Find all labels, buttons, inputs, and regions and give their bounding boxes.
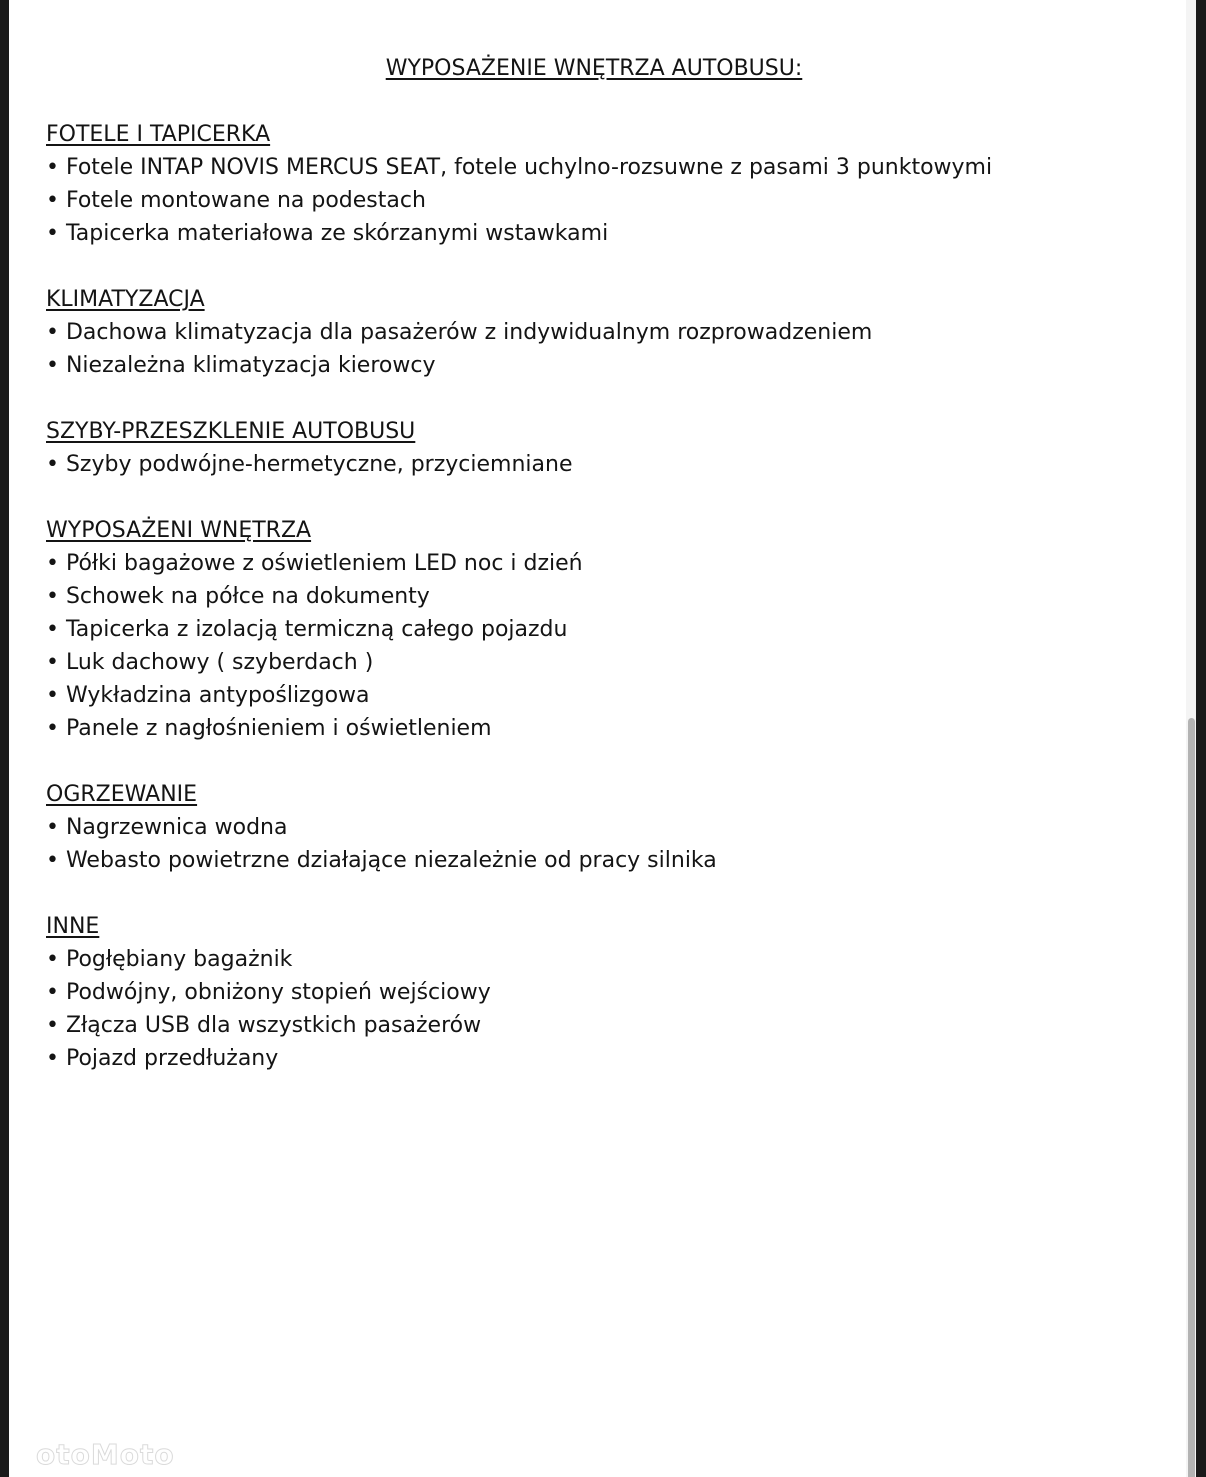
section-inne: [46, 910, 1176, 1075]
list-item: • Fotele INTAP NOVIS MERCUS SEAT, fotele uchylno-rozsuwne z pasami 3 punktowymi: [46, 155, 993, 180]
list-item: • Luk dachowy ( szyberdach ): [46, 650, 374, 675]
list-item: • Tapicerka z izolacją termiczną całego pojazdu: [46, 617, 568, 642]
list-item: • Pogłębiany bagażnik: [46, 947, 293, 972]
section-heading: FOTELE I TAPICERKA: [46, 122, 271, 147]
list-item: • Panele z nagłośnieniem i oświetleniem: [46, 716, 492, 741]
list-item: • Wykładzina antypoślizgowa: [46, 683, 370, 708]
section-szyby: [46, 415, 1176, 481]
section-heading: INNE: [46, 914, 100, 939]
section-klimatyzacja: [46, 283, 1176, 382]
left-frame-border: [0, 0, 9, 1477]
list-item: • Tapicerka materiałowa ze skórzanymi wstawkami: [46, 221, 609, 246]
scrollbar-thumb[interactable]: [1188, 718, 1195, 1477]
section-fotele: [46, 118, 1176, 250]
list-item: • Nagrzewnica wodna: [46, 815, 288, 840]
list-item: • Półki bagażowe z oświetleniem LED noc i dzień: [46, 551, 583, 576]
section-heading: KLIMATYZACJA: [46, 287, 205, 312]
list-item: • Szyby podwójne-hermetyczne, przyciemniane: [46, 452, 573, 477]
document-body: [46, 52, 1176, 1108]
list-item: • Dachowa klimatyzacja dla pasażerów z indywidualnym rozprowadzeniem: [46, 320, 873, 345]
section-ogrzewanie: [46, 778, 1176, 877]
list-item: • Podwójny, obniżony stopień wejściowy: [46, 980, 491, 1005]
right-frame-border: [1196, 0, 1206, 1477]
list-item: • Złącza USB dla wszystkich pasażerów: [46, 1013, 482, 1038]
section-heading: SZYBY-PRZESZKLENIE AUTOBUSU: [46, 419, 416, 444]
section-heading: WYPOSAŻENI WNĘTRZA: [46, 518, 312, 543]
section-wyposazenie: [46, 514, 1176, 745]
list-item: • Schowek na półce na dokumenty: [46, 584, 430, 609]
document-title: WYPOSAŻENIE WNĘTRZA AUTOBUSU:: [385, 56, 803, 81]
list-item: • Niezależna klimatyzacja kierowcy: [46, 353, 436, 378]
watermark-logo: otoMoto: [36, 1438, 175, 1471]
section-heading: OGRZEWANIE: [46, 782, 198, 807]
list-item: • Pojazd przedłużany: [46, 1046, 279, 1071]
list-item: • Fotele montowane na podestach: [46, 188, 426, 213]
list-item: • Webasto powietrzne działające niezależnie od pracy silnika: [46, 848, 717, 873]
